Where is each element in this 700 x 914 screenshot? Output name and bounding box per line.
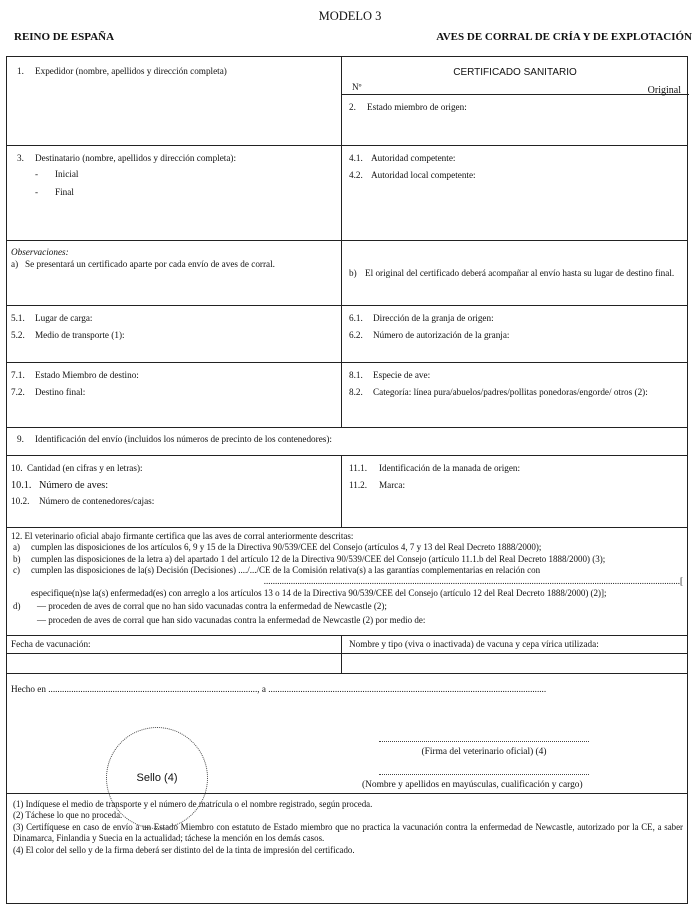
footnote-1: (1) Indíquese el medio de transporte y el número de matrícula o el nombre registrado, según proceda. xyxy=(13,799,373,809)
vaccine-name-label: Nombre y tipo (viva o inactivada) de vacuna y cepa vírica utilizada: xyxy=(349,639,599,649)
box-11-flock xyxy=(349,463,679,492)
box-number: 10.1. xyxy=(11,479,32,491)
row-divider xyxy=(7,455,687,456)
box-number: 7.2. xyxy=(11,386,25,397)
certificate-heading: AVES DE CORRAL DE CRÍA Y DE EXPLOTACIÓN xyxy=(436,31,692,43)
clause-d2: — proceden de aves de corral que han sido vacunadas contra la enfermedad de Newcastle (2) por medio de: xyxy=(37,615,426,626)
box-number: 9. xyxy=(17,434,24,444)
footnote-4: (4) El color del sello y de la firma deberá ser distinto del de la tinta de impresión del certificado. xyxy=(13,844,355,855)
signature-line xyxy=(379,741,589,742)
clause-label: d) xyxy=(13,600,21,611)
box-10-quantity xyxy=(11,463,337,508)
clause-label: b) xyxy=(13,553,21,564)
box-label: Destino final: xyxy=(35,386,86,397)
box-6-farm xyxy=(349,313,679,342)
box-3-destinatario: 3. Destinatario (nombre, apellidos y dirección completa): - Inicial - Final xyxy=(17,153,237,197)
box-2-member-state xyxy=(349,102,679,114)
box-label: Especie de ave: xyxy=(373,370,431,380)
box-number: 11.1. xyxy=(349,463,368,473)
box-number: 5.2. xyxy=(11,329,25,340)
obs-text: Se presentará un certificado aparte por cada envío de aves de corral. xyxy=(25,258,275,269)
box-label: Autoridad local competente: xyxy=(371,169,476,180)
observations-a xyxy=(11,247,337,271)
box-number: 10.2. xyxy=(11,496,30,507)
box-5-loading xyxy=(11,313,337,342)
destinatario-inicial: Inicial xyxy=(55,168,79,179)
box-number: 7.1. xyxy=(11,370,25,380)
cert-original-label: Original xyxy=(647,85,681,96)
column-divider xyxy=(341,57,342,305)
box-label: Estado Miembro de destino: xyxy=(35,370,139,380)
box-label: Categoría: línea pura/abuelos/padres/pollitas ponedoras/engorde/ otros (2): xyxy=(373,386,648,397)
box-1-expedidor xyxy=(17,66,335,78)
clause-d1: — proceden de aves de corral que no han sido vacunadas contra la enfermedad de Newcastle (2); xyxy=(37,600,387,611)
vaccination-date-label: Fecha de vacunación: xyxy=(11,639,91,649)
column-divider xyxy=(341,635,342,673)
clause-b: cumplen las disposiciones de la letra a) del apartado 1 del artículo 12 de la Directiva 90/539/CEE del Consejo (artículo 11.1.b del Real Decreto 1888/2000) (3); xyxy=(31,553,606,564)
box-label: Estado miembro de origen: xyxy=(367,102,467,112)
observations-b xyxy=(349,268,679,280)
row-divider xyxy=(7,145,687,146)
row-divider xyxy=(7,362,687,363)
box-label: Identificación de la manada de origen: xyxy=(379,463,521,473)
box-7-destination xyxy=(11,370,337,399)
footnote-3: (3) Certifíquese en caso de envío a un Estado Miembro con estatuto de Estado miembro que no practica la vacunación contra la enfermedad de Newcastle, autorizado por la CE, a saber Dinamarca, Finlandia y Suecia en la actualidad; táchese la mención en los demás casos. xyxy=(13,821,683,844)
box-label: Expedidor (nombre, apellidos y dirección completa) xyxy=(35,66,227,76)
place-date-line: Hecho en ..........................................................................................., a ......................................................................................................................... xyxy=(11,684,547,694)
obs-text: El original del certificado deberá acompañar al envío hasta su lugar de destino final. xyxy=(365,268,675,278)
box-number: 3. xyxy=(17,153,24,163)
obs-label: b) xyxy=(349,268,357,278)
box-number: 6.2. xyxy=(349,329,363,340)
cert-number-line xyxy=(341,94,689,95)
row-divider xyxy=(7,305,687,306)
column-divider xyxy=(341,305,342,427)
clause-label: a) xyxy=(13,542,20,553)
signature-caption: (Firma del veterinario oficial) (4) xyxy=(421,747,547,757)
box-label: Medio de transporte (1): xyxy=(35,329,125,340)
declaration-intro: 12. El veterinario oficial abajo firmante certifica que las aves de corral anteriormente descritas: xyxy=(11,531,354,541)
footnote-2: (2) Táchese lo que no proceda. xyxy=(13,810,123,821)
row-divider xyxy=(7,673,687,674)
box-number: 8.2. xyxy=(349,386,363,397)
row-divider xyxy=(7,427,687,428)
box-number: 4.1. xyxy=(349,153,363,163)
column-divider xyxy=(341,455,342,527)
cert-number-label: Nº xyxy=(352,82,362,92)
box-label: Cantidad (en cifras y en letras): xyxy=(27,463,143,473)
box-label: Marca: xyxy=(379,479,406,490)
box-8-species xyxy=(349,370,679,399)
obs-label: a) xyxy=(11,258,19,269)
box-number: 4.2. xyxy=(349,169,363,180)
box-label: Número de aves: xyxy=(39,479,109,491)
row-divider xyxy=(7,653,687,654)
box-label: Lugar de carga: xyxy=(35,313,93,323)
box-label: Autoridad competente: xyxy=(371,153,456,163)
box-number: 5.1. xyxy=(11,313,25,323)
box-number: 8.1. xyxy=(349,370,363,380)
box-number: 1. xyxy=(17,66,24,76)
seal-label: Sello (4) xyxy=(136,771,178,784)
box-number: 2. xyxy=(349,102,356,112)
box-12-declaration xyxy=(11,531,683,627)
country-heading: REINO DE ESPAÑA xyxy=(14,31,115,43)
box-4-authorities xyxy=(349,153,679,182)
box-9-shipment-id xyxy=(17,434,677,446)
row-divider xyxy=(7,527,687,528)
clause-a: cumplen las disposiciones de los artículos 6, 9 y 15 de la Directiva 90/539/CEE del Consejo (artículos 4, 7 y 13 del Real Decreto 1888/2000); xyxy=(31,542,542,553)
clause-c: cumplen las disposiciones de la(s) Decisión (Decisiones) ..../.../CE de la Comisión relativa(s) a las garantías complementarias en relación con xyxy=(31,564,541,575)
row-divider xyxy=(7,240,687,241)
box-label: Destinatario (nombre, apellidos y dirección completa): xyxy=(35,153,237,163)
model-number: MODELO 3 xyxy=(318,9,382,23)
box-label: Número de contenedores/cajas: xyxy=(39,496,155,507)
box-label: Identificación del envío (incluidos los números de precinto de los contenedores): xyxy=(35,434,332,444)
box-label: Número de autorización de la granja: xyxy=(373,329,510,340)
name-line xyxy=(379,774,589,775)
destinatario-final: Final xyxy=(55,186,74,197)
clause-c-dots: .........................................................................................................................................................................................[ xyxy=(263,576,683,587)
name-caption: (Nombre y apellidos en mayúsculas, cualificación y cargo) xyxy=(362,780,583,790)
box-number: 6.1. xyxy=(349,313,363,323)
observations-title: Observaciones: xyxy=(11,247,69,257)
box-label: Dirección de la granja de origen: xyxy=(373,313,494,323)
footnotes xyxy=(13,799,683,856)
box-number: 11.2. xyxy=(349,479,368,490)
clause-c-cont: especifique(n)se la(s) enfermedad(es) con arreglo a los artículos 13 o 14 de la Directiva 90/539/CEE del Consejo (artículo 12 del Real Decreto 1888/2000) (2)]; xyxy=(31,587,607,598)
official-seal xyxy=(106,727,208,829)
row-divider xyxy=(7,635,687,636)
clause-label: c) xyxy=(13,564,20,575)
box-number: 10. xyxy=(11,463,23,473)
cert-title: CERTIFICADO SANITARIO xyxy=(453,67,577,78)
